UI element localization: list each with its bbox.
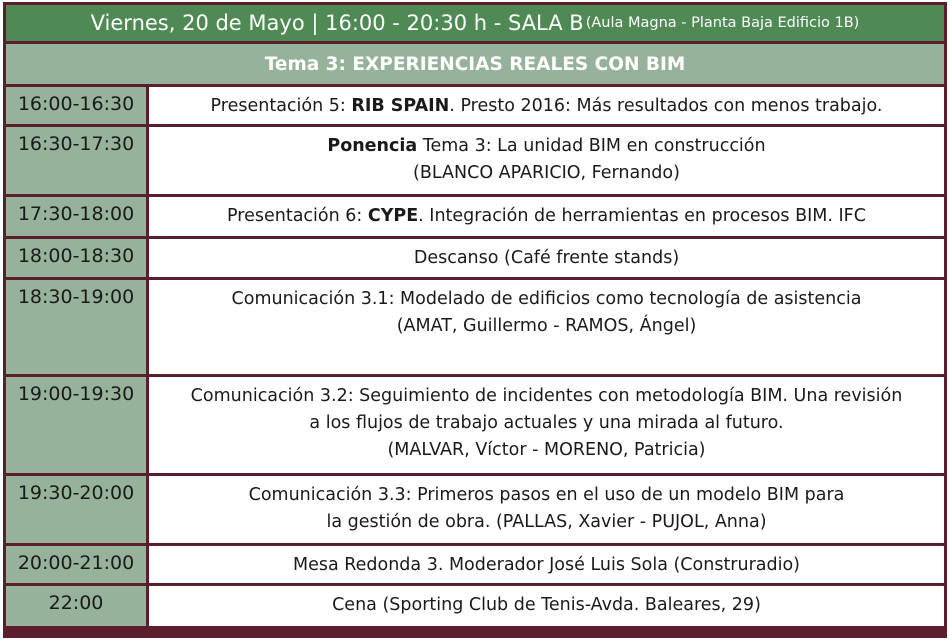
time-slot: 18:30-19:00 <box>6 280 149 374</box>
speaker-names: (MALVAR, Víctor - MORENO, Patricia) <box>387 440 706 460</box>
session-description: Comunicación 3.2: Seguimiento de incidentes con metodología BIM. Una revisión a los flujos de trabajo actuales y una mirada al futuro. (MALVAR, Víctor - MORENO, Patricia) <box>149 377 944 473</box>
schedule-row <box>6 127 944 197</box>
schedule-row <box>6 239 944 280</box>
session-title <box>6 5 944 44</box>
time-slot: 17:30-18:00 <box>6 197 149 236</box>
time-slot: 18:00-18:30 <box>6 239 149 277</box>
speaker-names: (AMAT, Guillermo - RAMOS, Ángel) <box>396 316 697 336</box>
session-description: Comunicación 3.1: Modelado de edificios como tecnología de asistencia (AMAT, Guillermo - RAMOS, Ángel) <box>149 280 944 374</box>
session-description: Mesa Redonda 3. Moderador José Luis Sola (Construradio) <box>149 546 944 583</box>
schedule-row <box>6 586 944 626</box>
schedule-row <box>6 87 944 127</box>
time-slot: 20:00-21:00 <box>6 546 149 583</box>
schedule-row <box>6 476 944 546</box>
session-description: Comunicación 3.3: Primeros pasos en el uso de un modelo BIM para la gestión de obra. (PALLAS, Xavier - PUJOL, Anna) <box>149 476 944 543</box>
session-type: Ponencia <box>327 136 418 156</box>
session-description: Presentación 6: CYPE. Integración de herramientas en procesos BIM. IFC <box>149 197 944 236</box>
schedule-row <box>6 377 944 476</box>
company-name: RIB SPAIN <box>351 96 450 116</box>
session-location: (Aula Magna - Planta Baja Edificio 1B) <box>585 15 860 31</box>
schedule-row <box>6 280 944 377</box>
time-slot: 16:30-17:30 <box>6 127 149 194</box>
session-description: Descanso (Café frente stands) <box>149 239 944 277</box>
time-slot: 19:30-20:00 <box>6 476 149 543</box>
time-slot: 16:00-16:30 <box>6 87 149 124</box>
schedule-row <box>6 197 944 239</box>
time-slot: 22:00 <box>6 586 149 626</box>
session-description: Ponencia Tema 3: La unidad BIM en construcción (BLANCO APARICIO, Fernando) <box>149 127 944 194</box>
session-description: Presentación 5: RIB SPAIN. Presto 2016: Más resultados con menos trabajo. <box>149 87 944 124</box>
schedule-row <box>6 546 944 586</box>
schedule-table <box>3 2 947 638</box>
session-date-time: Viernes, 20 de Mayo | 16:00 - 20:30 h - SALA B <box>90 11 584 35</box>
company-name: CYPE <box>367 206 419 226</box>
session-description: Cena (Sporting Club de Tenis-Avda. Baleares, 29) <box>149 586 944 626</box>
time-slot: 19:00-19:30 <box>6 377 149 473</box>
theme-header: Tema 3: EXPERIENCIAS REALES CON BIM <box>6 44 944 87</box>
speaker-names: (BLANCO APARICIO, Fernando) <box>413 163 680 183</box>
